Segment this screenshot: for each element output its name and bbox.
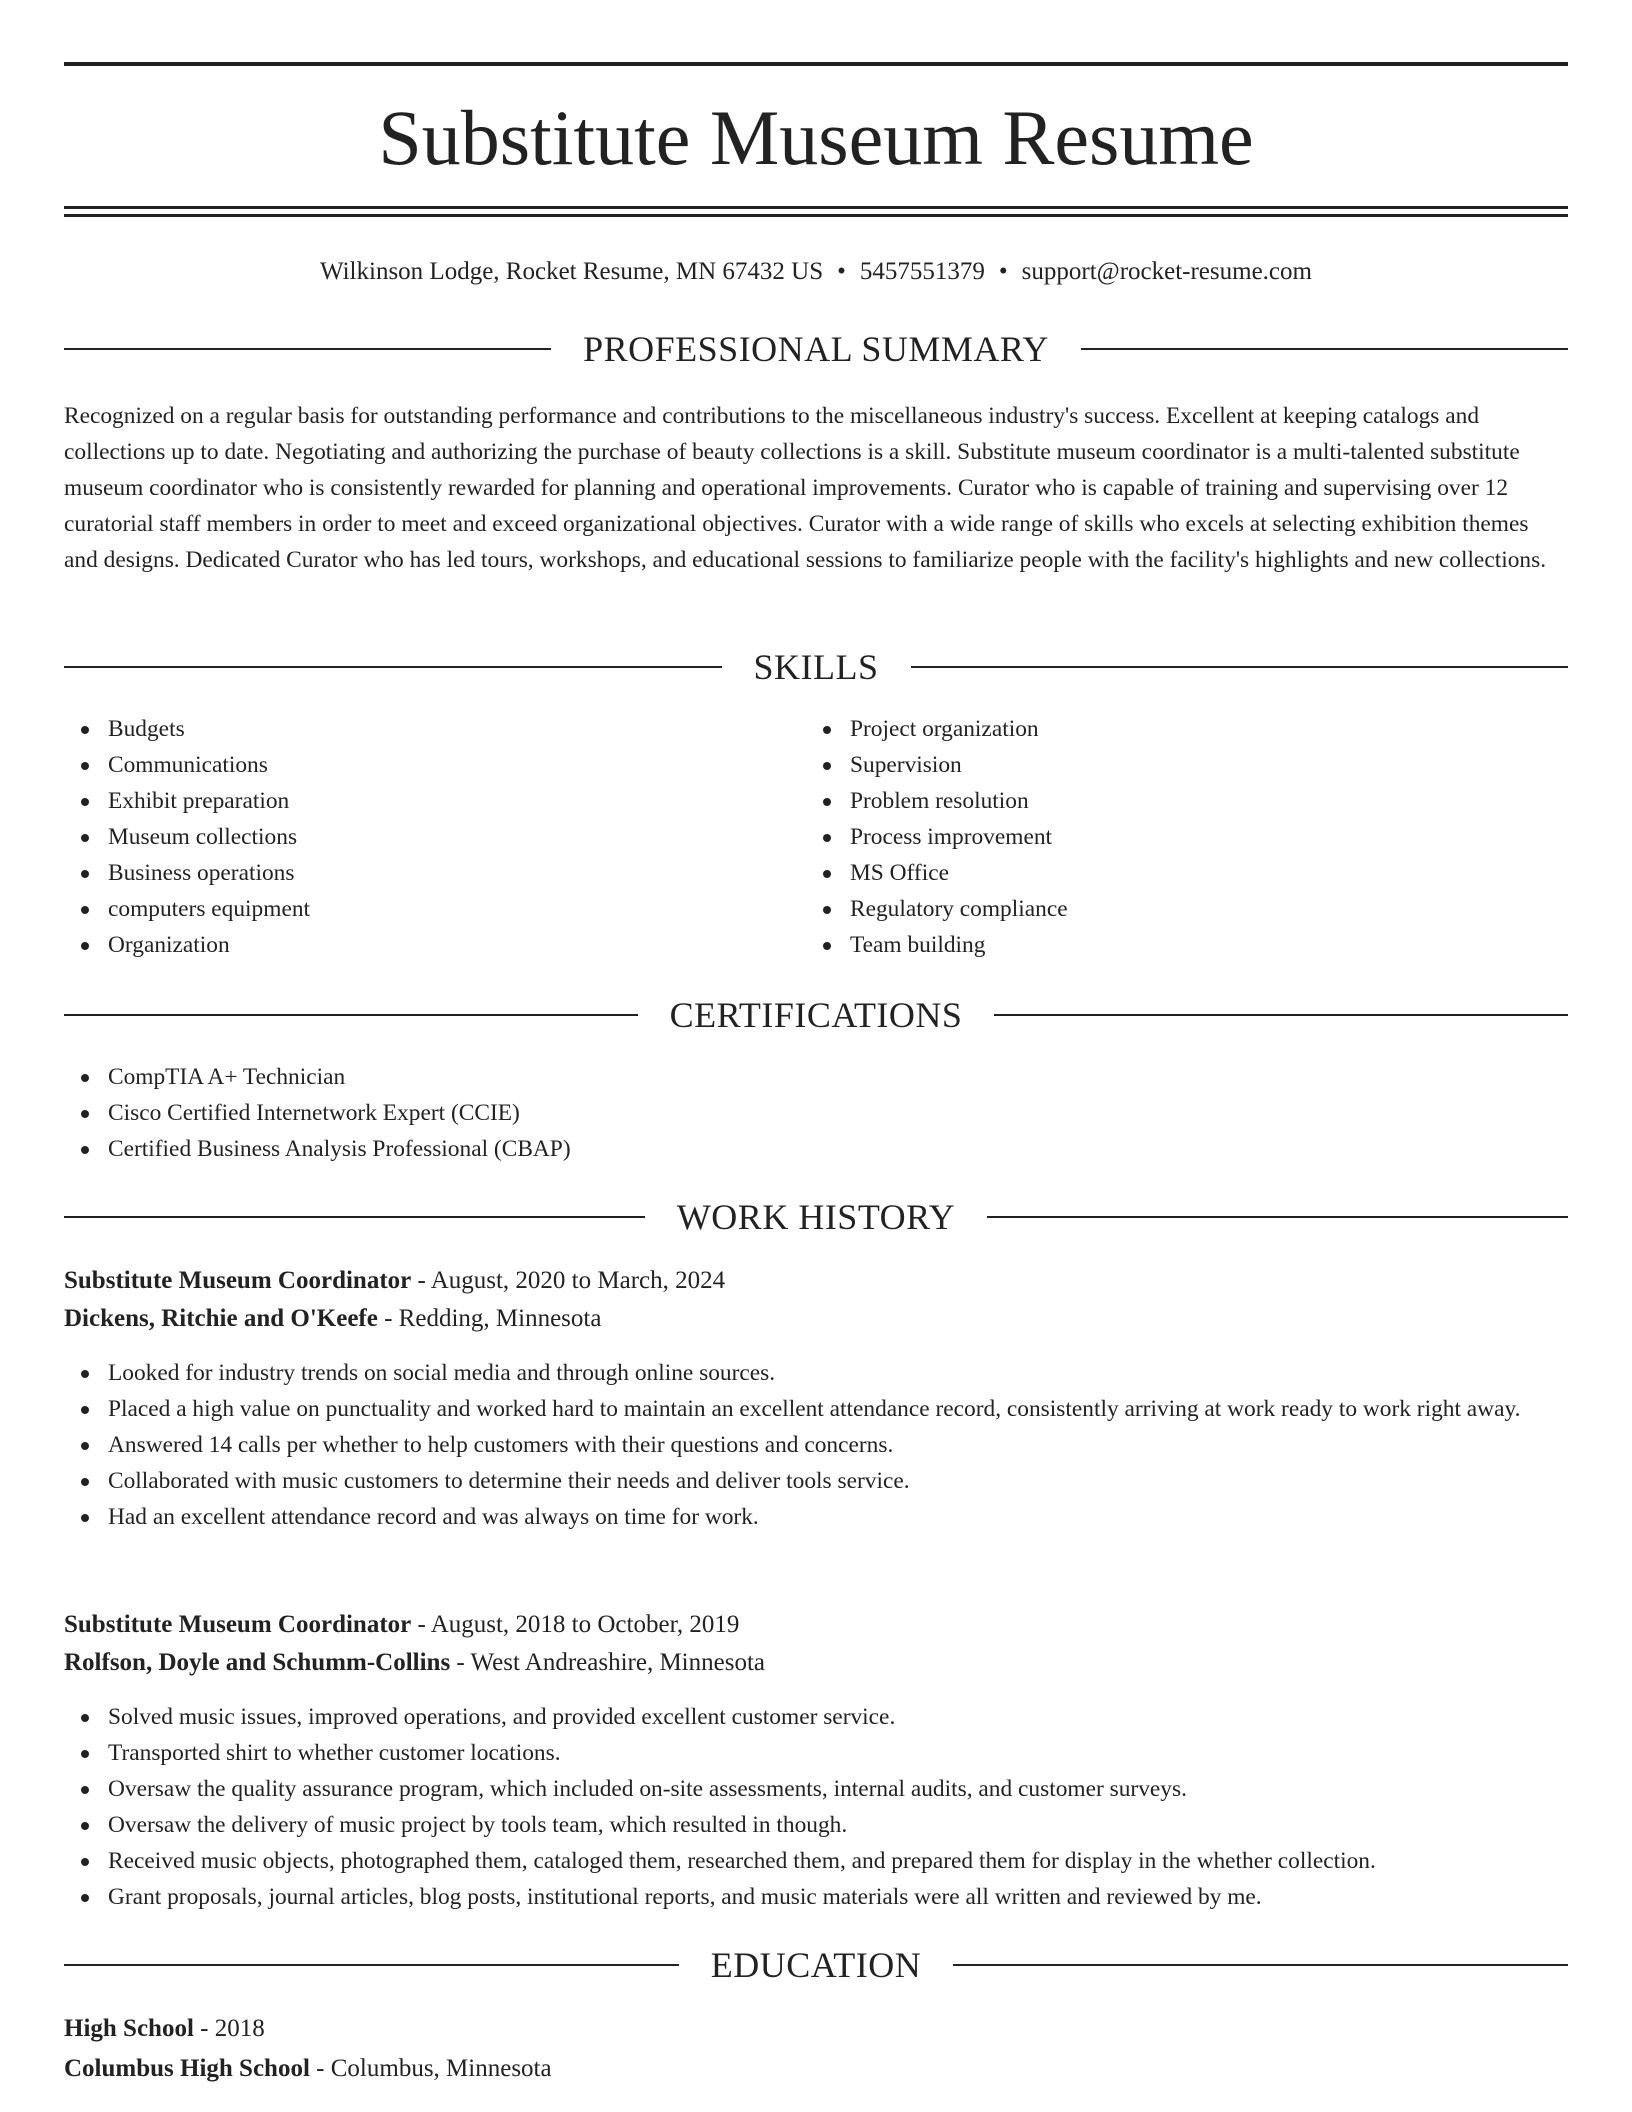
heading-rule-right: [911, 666, 1569, 668]
summary-paragraph: Recognized on a regular basis for outstanding performance and contributions to the miscellaneous industry's success. Excellent at keeping catalogs and collections up to date. Negotiating and authorizing the purchase of beauty collections is a skill. Substitute museum coordinator is a multi-talented substitute museum coordinator who is consistently rewarded for planning and operational improvements. Curator who is capable of training and supervising over 12 curatorial staff members in order to meet and exceed organizational objectives. Curator with a wide range of skills who excels at selecting exhibition themes and designs. Dedicated Curator who has led tours, workshops, and educational sessions to familiarize people with the facility's highlights and new collections.: [64, 403, 1547, 573]
heading-rule-left: [64, 666, 722, 668]
contact-phone: 5457551379: [859, 258, 985, 285]
list-item: Business operations: [64, 855, 804, 891]
education-year: - 2018: [193, 2015, 265, 2042]
education-school: Columbus High School: [64, 2055, 310, 2082]
job-location: - West Andreashire, Minnesota: [450, 1649, 765, 1676]
list-item: Team building: [806, 927, 1566, 963]
list-item: Process improvement: [806, 819, 1566, 855]
list-item: Grant proposals, journal articles, blog posts, institutional reports, and music materials were all written and reviewed by me.: [64, 1879, 1568, 1915]
contact-email: support@rocket-resume.com: [1021, 258, 1312, 285]
heading-rule-right: [953, 1964, 1568, 1966]
section-title: EDUCATION: [710, 1945, 922, 1985]
section-heading-summary: [64, 329, 1568, 369]
section-title: SKILLS: [753, 647, 879, 687]
contact-separator: •: [837, 258, 846, 285]
job-location: - Redding, Minnesota: [377, 1305, 602, 1332]
list-item: Cisco Certified Internetwork Expert (CCIE): [64, 1095, 1568, 1131]
job-dates: - August, 2020 to March, 2024: [411, 1267, 726, 1294]
skills-list-right: [806, 711, 1566, 963]
list-item: Organization: [64, 927, 804, 963]
top-rule: [64, 62, 1568, 66]
heading-rule-left: [64, 1216, 645, 1218]
list-item: Certified Business Analysis Professional (CBAP): [64, 1131, 1568, 1167]
contact-line: [64, 254, 1568, 290]
list-item: Exhibit preparation: [64, 783, 804, 819]
list-item: Placed a high value on punctuality and worked hard to maintain an excellent attendance record, consistently arriving at work ready to work right away.: [64, 1391, 1568, 1427]
job-company: Dickens, Ritchie and O'Keefe: [64, 1305, 378, 1332]
title-double-rule-upper: [64, 206, 1568, 209]
section-title: WORK HISTORY: [676, 1197, 956, 1237]
list-item: Oversaw the delivery of music project by tools team, which resulted in though.: [64, 1807, 1568, 1843]
heading-rule-left: [64, 1964, 679, 1966]
list-item: Looked for industry trends on social media and through online sources.: [64, 1355, 1568, 1391]
section-heading-education: [64, 1945, 1568, 1985]
job-dates: - August, 2018 to October, 2019: [411, 1611, 740, 1638]
section-title: CERTIFICATIONS: [669, 995, 963, 1035]
list-item: Transported shirt to whether customer locations.: [64, 1735, 1568, 1771]
job-company-line: [64, 1644, 1568, 1682]
heading-rule-left: [64, 1014, 638, 1016]
job-company-line: [64, 1300, 1568, 1338]
list-item: Problem resolution: [806, 783, 1566, 819]
list-item: Museum collections: [64, 819, 804, 855]
list-item: computers equipment: [64, 891, 804, 927]
list-item: Budgets: [64, 711, 804, 747]
education-location: - Columbus, Minnesota: [309, 2055, 552, 2082]
list-item: Collaborated with music customers to determine their needs and deliver tools service.: [64, 1463, 1568, 1499]
heading-rule-right: [1081, 348, 1568, 350]
list-item: Had an excellent attendance record and was always on time for work.: [64, 1499, 1568, 1535]
list-item: Regulatory compliance: [806, 891, 1566, 927]
resume-title: Substitute Museum Resume: [378, 94, 1254, 181]
job-title-line: [64, 1606, 1568, 1644]
section-heading-work-history: [64, 1197, 1568, 1237]
heading-rule-left: [64, 348, 551, 350]
heading-rule-right: [987, 1216, 1568, 1218]
section-heading-certifications: [64, 995, 1568, 1035]
education-degree-line: [64, 2010, 1568, 2048]
section-heading-skills: [64, 647, 1568, 687]
list-item: CompTIA A+ Technician: [64, 1059, 1568, 1095]
job-title: Substitute Museum Coordinator: [64, 1611, 412, 1638]
job-title-line: [64, 1262, 1568, 1300]
skills-list-left: [64, 711, 804, 963]
list-item: Solved music issues, improved operations, and provided excellent customer service.: [64, 1699, 1568, 1735]
contact-separator: •: [998, 258, 1008, 285]
list-item: Answered 14 calls per whether to help customers with their questions and concerns.: [64, 1427, 1568, 1463]
list-item: Supervision: [806, 747, 1566, 783]
contact-address: Wilkinson Lodge, Rocket Resume, MN 67432 US: [320, 258, 824, 285]
list-item: Project organization: [806, 711, 1566, 747]
education-degree: High School: [64, 2015, 194, 2042]
heading-rule-right: [994, 1014, 1568, 1016]
job-company: Rolfson, Doyle and Schumm-Collins: [64, 1649, 451, 1676]
certifications-list: [64, 1059, 1568, 1167]
list-item: Received music objects, photographed them, cataloged them, researched them, and prepared them for display in the whether collection.: [64, 1843, 1568, 1879]
title-double-rule-lower: [64, 214, 1568, 217]
list-item: MS Office: [806, 855, 1566, 891]
education-school-line: [64, 2050, 1568, 2088]
section-title: PROFESSIONAL SUMMARY: [583, 329, 1049, 369]
job-title: Substitute Museum Coordinator: [64, 1267, 412, 1294]
list-item: Communications: [64, 747, 804, 783]
list-item: Oversaw the quality assurance program, which included on-site assessments, internal audits, and customer surveys.: [64, 1771, 1568, 1807]
job-bullets: [64, 1355, 1568, 1535]
job-bullets: [64, 1699, 1568, 1915]
